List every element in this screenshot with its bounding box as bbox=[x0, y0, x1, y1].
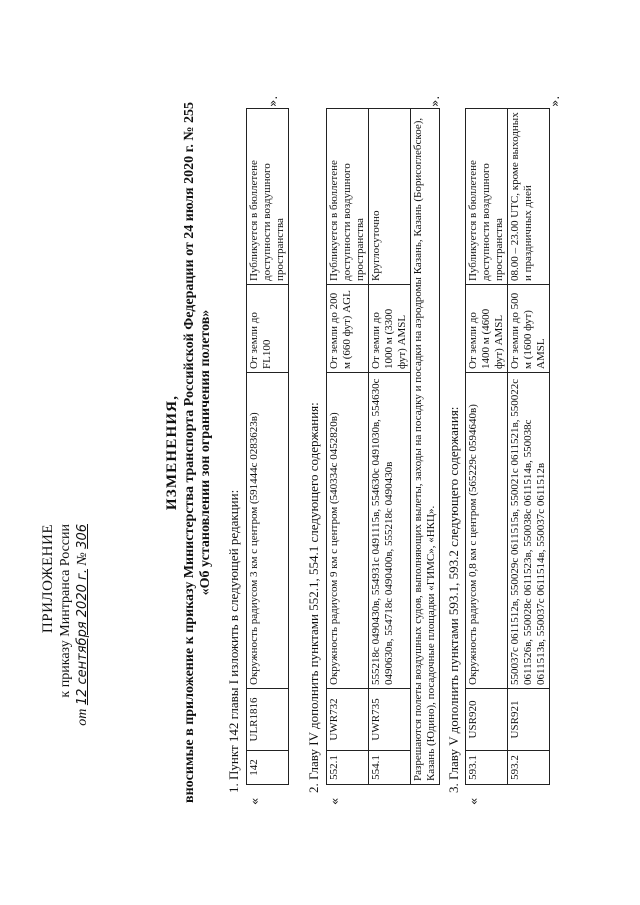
document-title: ИЗМЕНЕНИЯ, bbox=[164, 394, 180, 511]
item-number-cell: 554.1 bbox=[369, 751, 411, 785]
close-quote: ». bbox=[266, 95, 280, 107]
close-quote: ». bbox=[428, 95, 442, 107]
zone-code-cell: ULR1816 bbox=[247, 689, 289, 751]
zone-boundary-cell: 550037с 0611512в, 550029с 0611515в, 550021с 0611521в, 550022с 0611526в, 550028с 0611523в, 550038с 0611514в, 550038с 0611513в, 550037с 0611514в, 550037с 0611512в bbox=[508, 373, 550, 689]
table-row bbox=[508, 109, 550, 785]
zone-boundary-cell: Окружность радиусом 3 км с центром (591444с 0283623в) bbox=[247, 373, 289, 689]
altitude-limits-cell: От земли до 1000 м (3300 фут) AMSL bbox=[369, 285, 411, 373]
date-prefix: от bbox=[75, 708, 90, 726]
appendix-block bbox=[40, 524, 91, 726]
altitude-limits-cell: От земли до 200 м (660 фут) AGL bbox=[327, 285, 369, 373]
altitude-limits-cell: От земли до 1400 м (4600 фут) AMSL bbox=[466, 285, 508, 373]
table-row bbox=[369, 109, 411, 785]
section3-title: 3. Главу V дополнить пунктами 593.1, 593.2 следующего содержания: bbox=[446, 406, 461, 793]
number-prefix: № bbox=[75, 552, 90, 566]
zone-boundary-cell: Окружность радиусом 0,8 км с центром (565229с 0594640в) bbox=[466, 373, 508, 689]
appendix-order-line: к приказу Минтранса России bbox=[58, 524, 73, 698]
zone-boundary-cell: 555218с 0490430в, 554931с 0491115в, 554630с 0491030в, 554630с 0490630в, 554718с 0490400в, 555218с 0490430в bbox=[369, 373, 411, 689]
zone-code-cell: UWR735 bbox=[369, 689, 411, 751]
handwritten-number: 306 bbox=[75, 524, 90, 549]
table-row bbox=[327, 109, 369, 785]
section3-table bbox=[465, 108, 550, 785]
note-cell: Разрешаются полеты воздушных судов, выполняющих вылеты, заходы на посадку и посадки на аэродромы Казань, Казань (Борисоглебское), Казань (Юдино), посадочные площадки «ГИМС», «НКЦ». bbox=[411, 109, 440, 785]
document-subtitle-quote: «Об установлении зон ограничения полетов» bbox=[198, 309, 213, 596]
zone-boundary-cell: Окружность радиусом 9 км с центром (540334с 0452820в) bbox=[327, 373, 369, 689]
section2-title: 2. Главу IV дополнить пунктами 552.1, 554.1 следующего содержания: bbox=[306, 402, 321, 793]
altitude-limits-cell: От земли до 500 м (1600 фут) AMSL bbox=[508, 285, 550, 373]
open-quote: « bbox=[328, 797, 342, 805]
zone-code-cell: USR921 bbox=[508, 689, 550, 751]
table-row-note bbox=[411, 109, 440, 785]
close-quote: ». bbox=[548, 95, 562, 107]
item-number-cell: 142 bbox=[247, 751, 289, 785]
zone-code-cell: USR920 bbox=[466, 689, 508, 751]
item-number-cell: 552.1 bbox=[327, 751, 369, 785]
item-number-cell: 593.1 bbox=[466, 751, 508, 785]
altitude-limits-cell: От земли до FL100 bbox=[247, 285, 289, 373]
activation-time-cell: Круглосуточно bbox=[369, 109, 411, 285]
activation-time-cell: Публикуется в бюллетене доступности воздушного пространства bbox=[466, 109, 508, 285]
table-row bbox=[466, 109, 508, 785]
appendix-title: ПРИЛОЖЕНИЕ bbox=[40, 524, 56, 634]
section1-title: 1. Пункт 142 главы I изложить в следующей редакции: bbox=[226, 489, 241, 793]
item-number-cell: 593.2 bbox=[508, 751, 550, 785]
table-row bbox=[247, 109, 289, 785]
activation-time-cell: Публикуется в бюллетене доступности воздушного пространства bbox=[247, 109, 289, 285]
activation-time-cell: 08.00 – 23.00 UTC, кроме выходных и праздничных дней bbox=[508, 109, 550, 285]
open-quote: « bbox=[467, 797, 481, 805]
activation-time-cell: Публикуется в бюллетене доступности воздушного пространства bbox=[327, 109, 369, 285]
appendix-date-line bbox=[74, 524, 91, 726]
handwritten-date: 12 сентября 2020 г. bbox=[75, 569, 90, 706]
document-subtitle: вносимые в приложение к приказу Министерства транспорта Российской Федерации от 24 июля 2020 г. № 255 bbox=[182, 102, 197, 803]
open-quote: « bbox=[248, 797, 262, 805]
section2-table bbox=[326, 108, 440, 785]
section1-table bbox=[246, 108, 289, 785]
zone-code-cell: UWR732 bbox=[327, 689, 369, 751]
